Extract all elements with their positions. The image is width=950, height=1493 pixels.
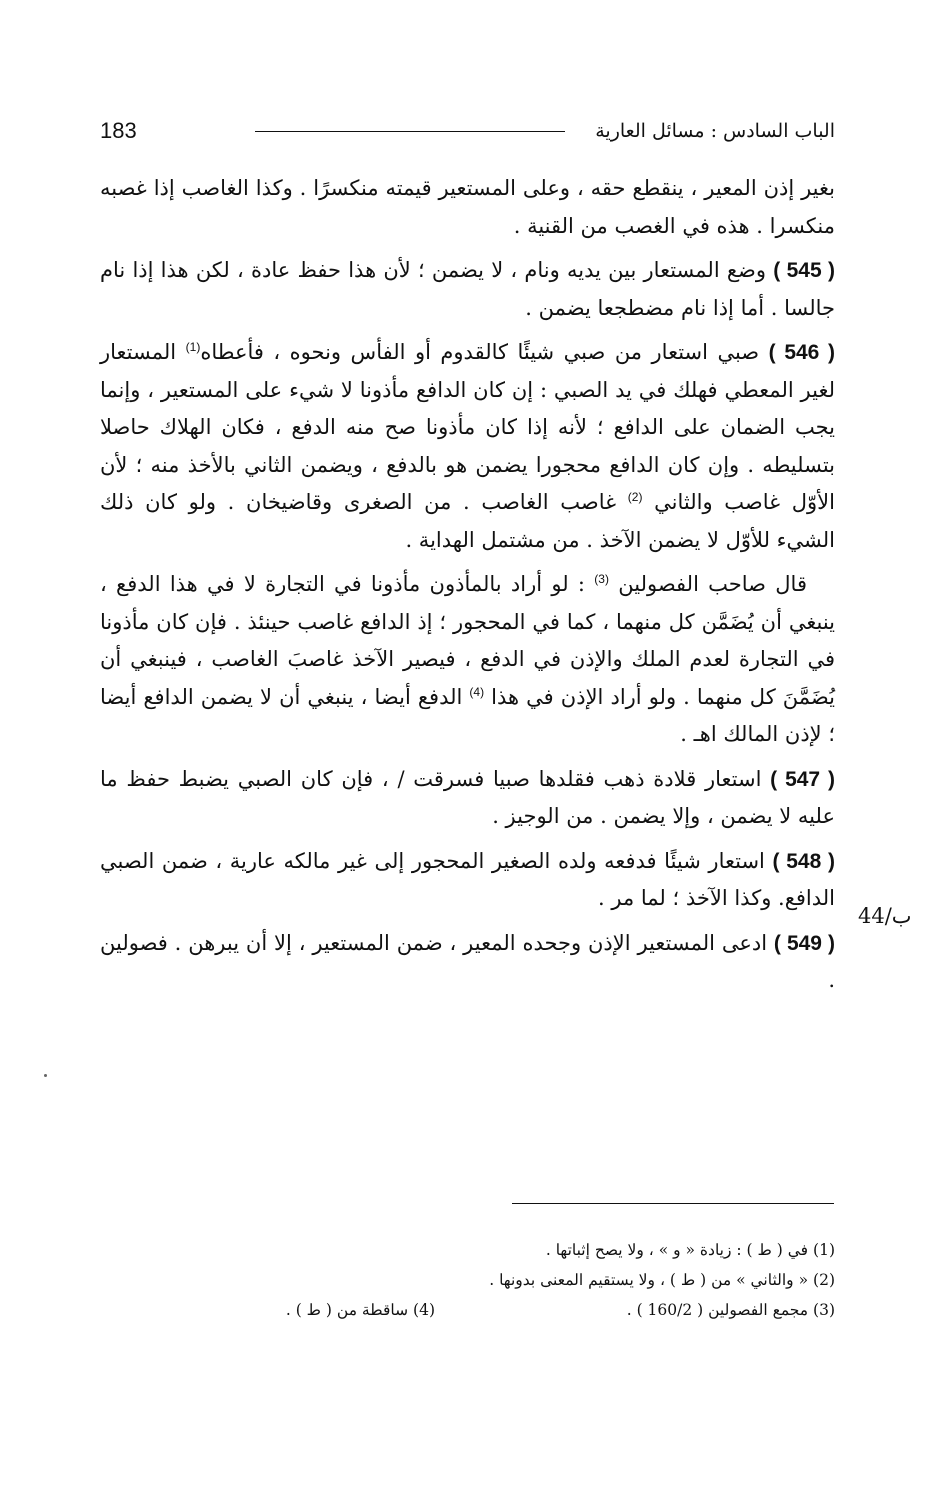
paragraph-fusulayn xyxy=(100,566,835,754)
footnotes xyxy=(100,1235,835,1325)
footnote-ref-4[interactable]: (4) xyxy=(469,684,485,699)
paragraph-text: المستعار لغير المعطي فهلك في يد الصبي : إن كان الدافع مأذونا لا شيء على المستعير ، وإنما يجب الضمان على الدافع ؛ لأنه إذا كان مأذونا صح منه الدفع ، فكان الهلاك حاصلا بتسليطه . وإن كان الدافع محجورا يضمن هو بالدفع ، ويضمن الثاني بالأخذ منه ؛ لأن الأوّل غاصب والثاني xyxy=(100,340,835,514)
paragraph-548 xyxy=(100,843,835,918)
paragraph-text: استعار شيئًا فدفعه ولده الصغير المحجور إلى غير مالكه عارية ، ضمن الصبي الدافع. وكذا الآخذ ؛ لما مر . xyxy=(100,848,835,910)
paragraph-text: قال صاحب الفصولين xyxy=(618,572,807,596)
footnote-1: (1) في ( ط ) : زيادة « و » ، ولا يصح إثباتها . xyxy=(545,1241,835,1259)
footnote-3: (3) مجمع الفصولين ( 160/2 ) . xyxy=(626,1301,835,1319)
paragraph-intro xyxy=(100,170,835,245)
issue-number: ( 547 ) xyxy=(770,767,836,791)
paragraph-547 xyxy=(100,761,835,836)
paragraph-546 xyxy=(100,334,835,559)
paragraph-text: استعار قلادة ذهب فقلدها صبيا فسرقت / ، فإن كان الصبي يضبط حفظ ما عليه لا يضمن ، وإلا يضمن . من الوجيز . xyxy=(100,766,835,828)
header-rule xyxy=(255,131,565,132)
footnote-2: (2) « والثاني » من ( ط ) ، ولا يستقيم المعنى بدونها . xyxy=(489,1271,835,1289)
paragraph-text: بغير إذن المعير ، ينقطع حقه ، وعلى المستعير قيمته منكسرًا . وكذا الغاصب إذا غصبه منكسرا . هذه في الغصب من القنية . xyxy=(100,176,835,238)
manuscript-folio-marker: 44/ب xyxy=(858,904,912,928)
footnote-ref-3[interactable]: (3) xyxy=(594,572,609,586)
paragraph-545 xyxy=(100,252,835,327)
paragraph-text: : لو أراد بالمأذون مأذونا في التجارة لا في هذا الدفع ، ينبغي أن يُضَمَّن كل منهما ، كما في المحجور ؛ إذ الدافع غاصب حينئذ . فإن كان مأذونا في التجارة لعدم الملك والإذن في الدفع ، فيصير الآخذ غاصبَ الغاصب ، فينبغي أن يُضَمَّنَ كل منهما . ولو أراد الإذن في هذا xyxy=(100,572,835,709)
issue-number: ( 548 ) xyxy=(772,849,836,873)
scan-speck xyxy=(44,1074,47,1077)
body-text xyxy=(100,170,835,1007)
footnote-4: (4) ساقطة من ( ط ) . xyxy=(285,1301,435,1319)
issue-number: ( 545 ) xyxy=(773,259,835,282)
paragraph-text: صبي استعار من صبي شيئًا كالقدوم أو الفأس ونحوه ، فأعطاه xyxy=(200,340,760,364)
paragraph-text: غاصب الغاصب . من الصغرى وقاضيخان . ولو كان ذلك الشيء للأوّل لا يضمن الآخذ . من مشتمل الهداية . xyxy=(100,490,835,552)
paragraph-text: ادعى المستعير الإذن وجحده المعير ، ضمن المستعير ، إلا أن يبرهن . فصولين . xyxy=(100,930,835,992)
footnote-separator xyxy=(512,1203,834,1204)
page-header xyxy=(100,116,835,146)
footnote-row xyxy=(100,1295,835,1325)
page-number: 183 xyxy=(100,118,137,143)
issue-number: ( 549 ) xyxy=(773,931,835,955)
footnote-ref-1[interactable]: (1) xyxy=(185,340,201,354)
paragraph-549 xyxy=(100,925,835,1000)
issue-number: ( 546 ) xyxy=(768,341,836,364)
running-title: الباب السادس : مسائل العارية xyxy=(595,120,835,142)
paragraph-text: وضع المستعار بين يديه ونام ، لا يضمن ؛ لأن هذا حفظ عادة ، لكن هذا إذا نام جالسا . أما إذا نام مضطجعا يضمن . xyxy=(100,258,835,320)
footnote-ref-2[interactable]: (2) xyxy=(627,490,643,504)
paragraph-text: الدفع أيضا ، ينبغي أن لا يضمن الدافع أيضا ؛ لإذن المالك اهـ . xyxy=(100,684,835,746)
